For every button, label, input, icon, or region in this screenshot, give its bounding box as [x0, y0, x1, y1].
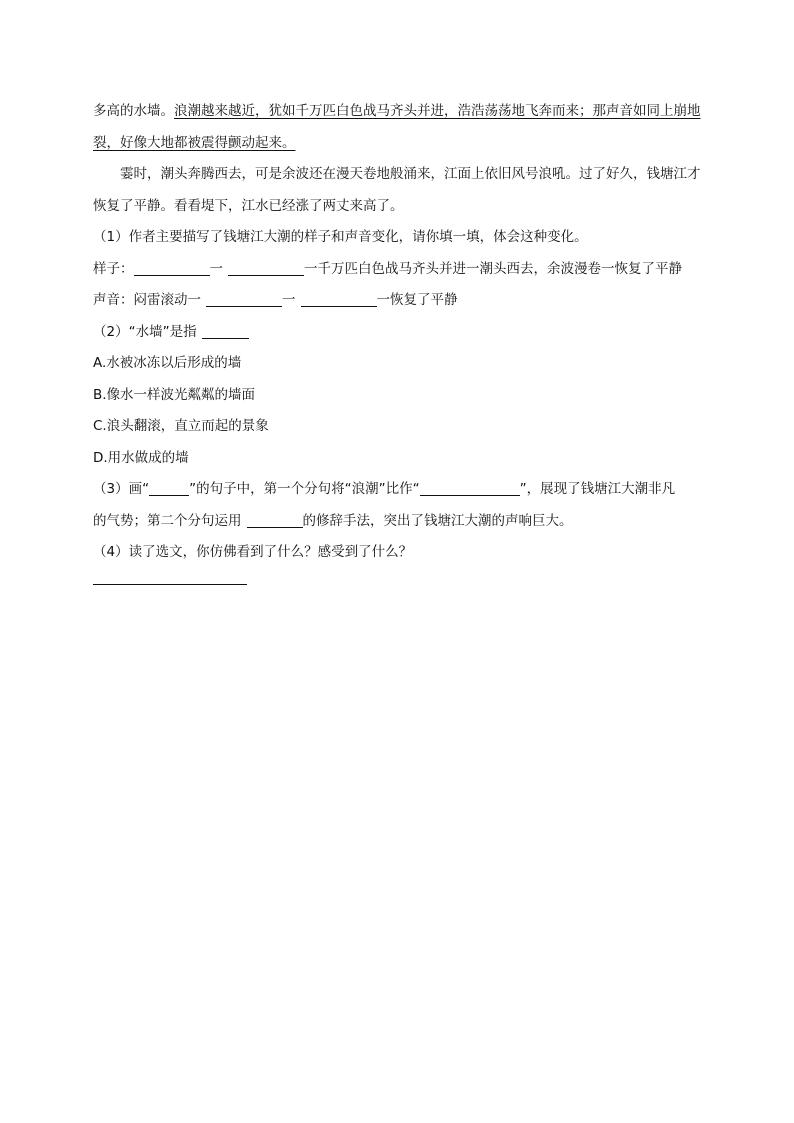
question-text: （2）“水墙”是指 [93, 323, 197, 340]
question-1-sound-row [93, 285, 723, 317]
document-content [93, 96, 723, 569]
answer-blank[interactable] [301, 292, 377, 307]
answer-line[interactable] [93, 584, 247, 585]
question-text: ”，展现了钱塘江大潮非凡 [519, 481, 676, 497]
sound-label: 声音：闷雷滚动一 [93, 292, 201, 308]
dash: 一 [282, 292, 296, 308]
option-c[interactable] [93, 411, 723, 443]
dash: 一 [209, 260, 223, 277]
question-text: （4）读了选文，你仿佛看到了什么？感受到了什么？ [93, 544, 413, 560]
passage-text: 霎时，潮头奔腾西去，可是余波还在漫天卷地般涌来，江面上依旧风号浪吼。过了好久，钱塘江才 [120, 166, 701, 182]
passage-line-4 [93, 191, 723, 223]
answer-blank[interactable] [134, 261, 210, 276]
passage-line-1 [93, 96, 723, 128]
question-1-shape-row [93, 254, 723, 286]
option-text: B.像水一样波光粼粼的墙面 [93, 386, 256, 403]
question-3-cont [93, 506, 723, 538]
question-text: 的气势；第二个分句运用 [93, 512, 242, 529]
question-text: （1）作者主要描写了钱塘江大潮的样子和声音变化，请你填一填，体会这种变化。 [93, 229, 588, 245]
answer-blank[interactable] [420, 481, 520, 496]
shape-tail: 一千万匹白色战马齐头并进一潮头西去，余波漫卷一恢复了平静 [304, 260, 682, 277]
passage-text: 恢复了平静。看看堤下，江水已经涨了两丈来高了。 [93, 197, 404, 214]
underlined-sentence: 浪潮越来越近，犹如千万匹白色战马齐头并进，浩浩荡荡地飞奔而来；那声音如同上崩地 [174, 103, 701, 119]
shape-label: 样子： [93, 260, 134, 277]
question-2 [93, 317, 723, 349]
option-b[interactable] [93, 380, 723, 412]
option-text: C.浪头翻滚，直立而起的景象 [93, 418, 269, 434]
option-d[interactable] [93, 443, 723, 475]
answer-blank[interactable] [247, 513, 303, 528]
question-text: 的修辞手法，突出了钱塘江大潮的声响巨大。 [302, 512, 573, 529]
sound-tail: 一恢复了平静 [376, 292, 458, 308]
option-a[interactable] [93, 348, 723, 380]
passage-line-2 [93, 128, 723, 160]
answer-blank[interactable] [228, 261, 304, 276]
question-text: ”的句子中，第一个分句将“浪潮”比作“ [189, 481, 420, 497]
question-text: （3）画“ [93, 481, 150, 497]
answer-blank[interactable] [206, 292, 282, 307]
option-text: A.水被冰冻以后形成的墙 [93, 355, 242, 371]
question-4 [93, 537, 723, 569]
underlined-sentence: 裂，好像大地都被震得颤动起来。 [93, 134, 296, 151]
question-1 [93, 222, 723, 254]
answer-blank[interactable] [149, 481, 189, 496]
question-3 [93, 474, 723, 506]
option-text: D.用水做成的墙 [93, 449, 189, 466]
passage-text: 多高的水墙。 [93, 103, 174, 119]
answer-blank[interactable] [202, 324, 249, 339]
passage-line-3 [93, 159, 723, 191]
